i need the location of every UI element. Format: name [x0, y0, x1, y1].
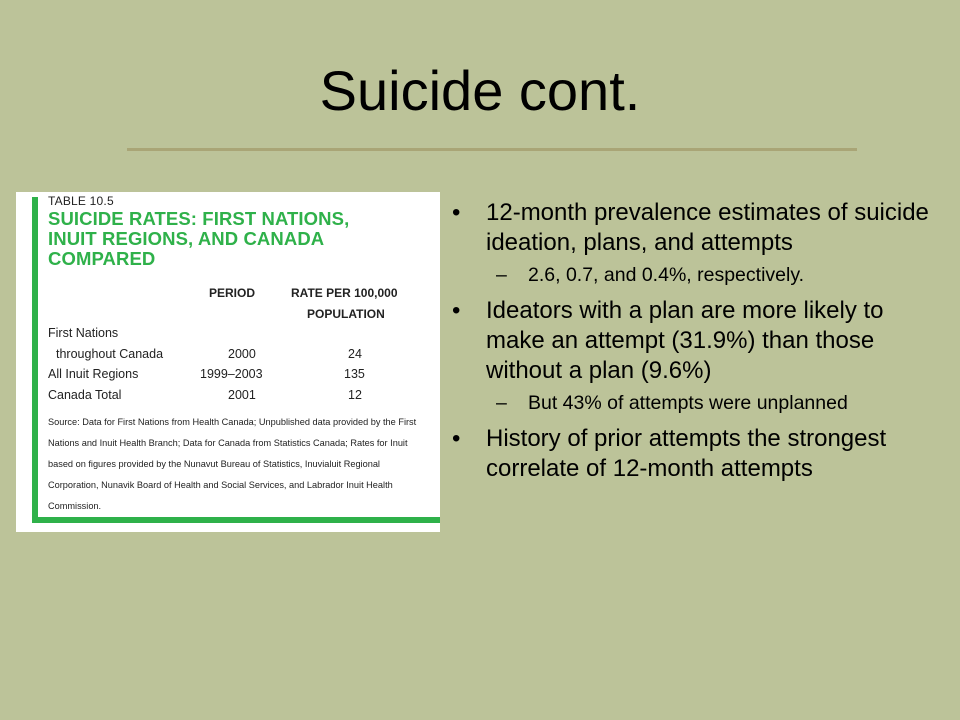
table-accent-bar-left — [32, 197, 38, 517]
sub-bullet-text: 2.6, 0.7, and 0.4%, respectively. — [528, 264, 805, 286]
row-label: Canada Total — [48, 388, 122, 402]
bullet-item — [450, 296, 940, 386]
bullet-text: 12-month prevalence estimates of suicide ideation, plans, and attempts — [486, 199, 929, 256]
dash-mark: – — [496, 392, 507, 414]
bullet-list — [450, 198, 940, 488]
dash-mark: – — [496, 264, 507, 286]
row-period: 2000 — [228, 347, 256, 361]
title-divider — [127, 148, 857, 151]
sub-bullet-item — [450, 262, 940, 288]
row-rate: 24 — [348, 347, 362, 361]
bullet-item — [450, 424, 940, 484]
column-header-period: PERIOD — [209, 286, 256, 300]
bullet-text: History of prior attempts the strongest correlate of 12-month attempts — [486, 425, 887, 482]
table-figure — [16, 192, 440, 532]
table-source-note: Source: Data for First Nations from Health Canada; Unpublished data provided by the First Nations and Inuit Health Branch; Data for Canada from Statistics Canada; Rates for Inuit based on figures provided by the Nunavut Bureau of Statistics, Inuvialuit Regional Corporation, Nunavik Board of Health and Social Services, and Labrador Inuit Health Commission. — [48, 417, 417, 511]
row-period: 2001 — [228, 388, 256, 402]
bullet-text: Ideators with a plan are more likely to make an attempt (31.9%) than those without a plan (9.6%) — [486, 297, 884, 384]
table-heading-line: INUIT REGIONS, AND CANADA — [48, 228, 325, 249]
table-heading-line: COMPARED — [48, 248, 156, 269]
row-rate: 135 — [344, 367, 365, 381]
row-rate: 12 — [348, 388, 362, 402]
column-header-rate: RATE PER 100,000 — [291, 286, 398, 300]
sub-bullet-item — [450, 390, 940, 416]
bullet-item — [450, 198, 940, 258]
table-heading-line: SUICIDE RATES: FIRST NATIONS, — [48, 208, 350, 229]
table-heading — [48, 209, 428, 269]
row-label: throughout Canada — [56, 347, 164, 361]
sub-bullet-text: But 43% of attempts were unplanned — [528, 392, 848, 414]
table-accent-bar-bottom — [32, 517, 440, 523]
row-label: First Nations — [48, 326, 119, 340]
column-header-population: POPULATION — [307, 307, 385, 321]
row-label: All Inuit Regions — [48, 367, 139, 381]
table-number: TABLE 10.5 — [48, 194, 114, 208]
bullet-mark: • — [452, 297, 461, 324]
bullet-mark: • — [452, 425, 461, 452]
row-period: 1999–2003 — [200, 367, 263, 381]
bullet-mark: • — [452, 199, 461, 226]
slide-title: Suicide cont. — [319, 59, 641, 122]
